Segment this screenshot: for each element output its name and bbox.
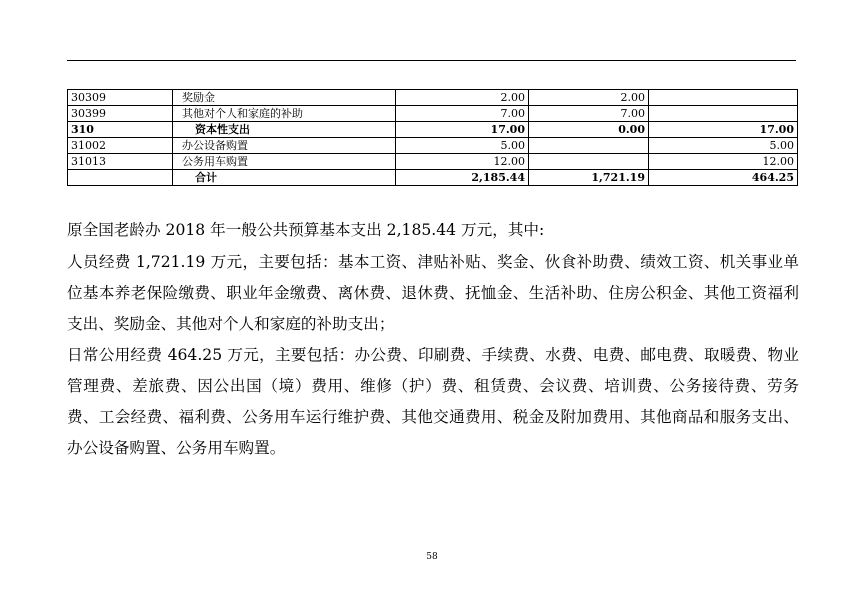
table-row bbox=[68, 106, 798, 122]
code-cell: 310 bbox=[68, 122, 173, 138]
basic-cell: 0.00 bbox=[529, 122, 649, 138]
table-row bbox=[68, 170, 798, 186]
table-row bbox=[68, 154, 798, 170]
name-cell: 公务用车购置 bbox=[173, 154, 396, 170]
name-cell: 其他对个人和家庭的补助 bbox=[173, 106, 396, 122]
table-row bbox=[68, 90, 798, 106]
basic-cell: 1,721.19 bbox=[529, 170, 649, 186]
code-cell: 30399 bbox=[68, 106, 173, 122]
name-cell: 资本性支出 bbox=[173, 122, 396, 138]
project-cell: 464.25 bbox=[649, 170, 798, 186]
name-cell: 合计 bbox=[173, 170, 396, 186]
total-cell: 7.00 bbox=[396, 106, 529, 122]
table-row bbox=[68, 138, 798, 154]
basic-cell: 7.00 bbox=[529, 106, 649, 122]
total-cell: 5.00 bbox=[396, 138, 529, 154]
basic-cell bbox=[529, 138, 649, 154]
name-cell: 办公设备购置 bbox=[173, 138, 396, 154]
page-number: 58 bbox=[426, 552, 438, 562]
code-cell: 31013 bbox=[68, 154, 173, 170]
basic-cell bbox=[529, 154, 649, 170]
top-rule bbox=[67, 60, 796, 61]
total-cell: 2,185.44 bbox=[396, 170, 529, 186]
summary-paragraph: 原全国老龄办 2018 年一般公共预算基本支出 2,185.44 万元，其中: bbox=[67, 221, 545, 239]
project-cell: 5.00 bbox=[649, 138, 798, 154]
code-cell: 31002 bbox=[68, 138, 173, 154]
project-cell: 12.00 bbox=[649, 154, 798, 170]
personnel-expenses-paragraph: 人员经费 1,721.19 万元，主要包括：基本工资、津贴补贴、奖金、伙食补助费、绩效工资、机关事业单位基本养老保险缴费、职业年金缴费、离休费、退休费、抚恤金、生活补助、住房公积金、其他工资福利支出、奖励金、其他对个人和家庭的补助支出； bbox=[67, 253, 799, 333]
total-cell: 12.00 bbox=[396, 154, 529, 170]
total-cell: 2.00 bbox=[396, 90, 529, 106]
project-cell: 17.00 bbox=[649, 122, 798, 138]
basic-cell: 2.00 bbox=[529, 90, 649, 106]
public-expenses-paragraph: 日常公用经费 464.25 万元，主要包括：办公费、印刷费、手续费、水费、电费、邮电费、取暖费、物业管理费、差旅费、因公出国（境）费用、维修（护）费、租赁费、会议费、培训费、公务接待费、劳务费、工会经费、福利费、公务用车运行维护费、其他交通费用、税金及附加费用、其他商品和服务支出、办公设备购置、公务用车购置。 bbox=[67, 346, 799, 457]
expenditure-table bbox=[67, 89, 798, 186]
expenditure-table-body bbox=[68, 90, 798, 186]
name-cell: 奖励金 bbox=[173, 90, 396, 106]
table-row bbox=[68, 122, 798, 138]
code-cell: 30309 bbox=[68, 90, 173, 106]
project-cell bbox=[649, 106, 798, 122]
code-cell bbox=[68, 170, 173, 186]
project-cell bbox=[649, 90, 798, 106]
total-cell: 17.00 bbox=[396, 122, 529, 138]
